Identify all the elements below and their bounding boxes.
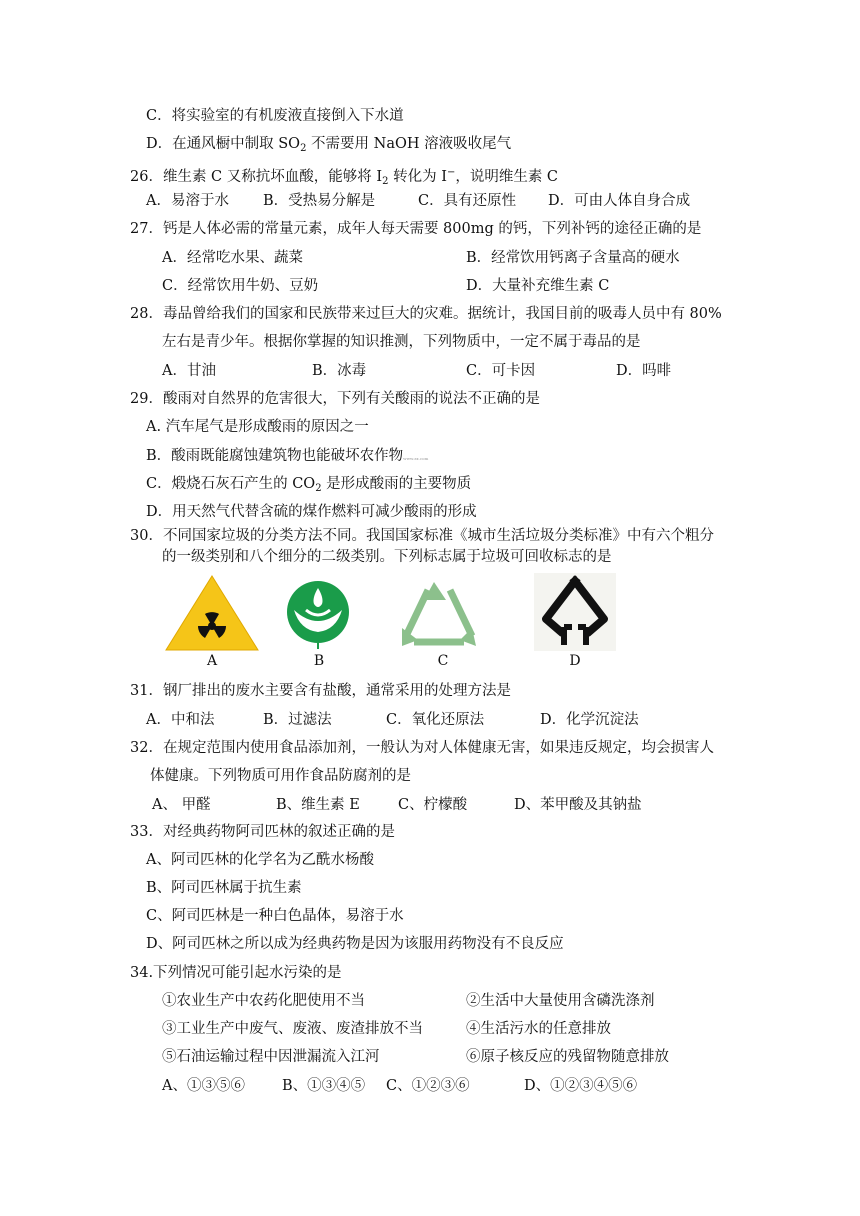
q29-watermark-text: www.zx.com xyxy=(403,456,429,461)
q32-option-a: A、 甲醛 xyxy=(152,797,211,813)
radiation-warning-icon xyxy=(164,574,260,652)
q30-label-c: C xyxy=(437,653,449,669)
q34-item-5: ⑤石油运输过程中因泄漏流入江河 xyxy=(162,1049,380,1065)
q26-option-d: D．可由人体自身合成 xyxy=(548,193,691,209)
q30-label-d: D xyxy=(569,653,581,669)
q26-stem xyxy=(130,163,558,192)
q32-stem-line1: 32．在规定范围内使用食品添加剂，一般认为对人体健康无害，如果违反规定，均会损害人 xyxy=(130,740,714,756)
q26-stem-mid: 转化为 I xyxy=(388,169,447,185)
q29-option-c-sub: 2 xyxy=(315,483,322,494)
q29-option-b xyxy=(146,446,428,469)
q33-option-c: C、阿司匹林是一种白色晶体，易溶于水 xyxy=(146,908,404,924)
q31-option-b: B．过滤法 xyxy=(263,712,332,728)
q28-option-d: D．吗啡 xyxy=(616,363,672,379)
q34-option-a: A、①③⑤⑥ xyxy=(162,1078,245,1094)
q34-option-b: B、①③④⑤ xyxy=(282,1078,366,1094)
q27-stem: 27．钙是人体必需的常量元素，成年人每天需要 800mg 的钙，下列补钙的途径正确的是 xyxy=(130,221,702,237)
q34-item-1: ①农业生产中农药化肥使用不当 xyxy=(162,993,365,1009)
q29-option-d: D．用天然气代替含硫的煤作燃料可减少酸雨的形成 xyxy=(146,504,477,520)
q26-option-c: C．具有还原性 xyxy=(418,193,517,209)
q31-option-a: A．中和法 xyxy=(146,712,215,728)
q27-option-d: D．大量补充维生素 C xyxy=(466,278,610,294)
q28-option-a: A．甘油 xyxy=(162,363,216,379)
q29-option-c-pre: C．煅烧石灰石产生的 CO xyxy=(146,476,316,492)
q26-stem-pre: 26．维生素 C 又称抗坏血酸，能够将 I xyxy=(130,169,383,185)
q32-option-b: B、维生素 E xyxy=(276,797,360,813)
q25-option-d-post: 不需要用 NaOH 溶液吸收尾气 xyxy=(306,136,512,152)
q27-option-b: B．经常饮用钙离子含量高的硬水 xyxy=(466,250,680,266)
q34-option-c: C、①②③⑥ xyxy=(386,1078,470,1094)
q34-option-d: D、①②③④⑤⑥ xyxy=(524,1078,638,1094)
q25-option-d-sub: 2 xyxy=(300,143,307,154)
q33-stem: 33．对经典药物阿司匹林的叙述正确的是 xyxy=(130,824,395,840)
recyclable-logo-icon xyxy=(534,573,616,651)
q30-label-a: A xyxy=(206,653,218,669)
q31-stem: 31．钢厂排出的废水主要含有盐酸，通常采用的处理方法是 xyxy=(130,683,511,699)
q26-stem-post: ，说明维生素 C xyxy=(455,169,559,185)
q30-stem-line2: 的一级类别和八个细分的二级类别。下列标志属于垃圾可回收标志的是 xyxy=(162,549,612,565)
q28-stem-line2: 左右是青少年。根据你掌握的知识推测，下列物质中，一定不属于毒品的是 xyxy=(162,334,641,350)
q26-stem-sup: − xyxy=(446,167,456,178)
q33-option-b: B、阿司匹林属于抗生素 xyxy=(146,880,302,896)
q29-option-b-text: B．酸雨既能腐蚀建筑物也能破坏农作物 xyxy=(146,448,404,464)
q33-option-a: A、阿司匹林的化学名为乙酰水杨酸 xyxy=(146,852,374,868)
q29-stem: 29．酸雨对自然界的危害很大，下列有关酸雨的说法不正确的是 xyxy=(130,391,540,407)
water-saving-icon xyxy=(284,580,354,650)
q32-option-d: D、苯甲酸及其钠盐 xyxy=(514,797,642,813)
q34-item-4: ④生活污水的任意排放 xyxy=(466,1021,611,1037)
q28-stem-line1: 28．毒品曾给我们的国家和民族带来过巨大的灾难。据统计，我国目前的吸毒人员中有 80% xyxy=(130,306,722,322)
q31-option-c: C．氧化还原法 xyxy=(386,712,485,728)
q26-option-a: A．易溶于水 xyxy=(146,193,229,209)
q34-stem: 34.下列情况可能引起水污染的是 xyxy=(130,965,342,981)
q30-stem-line1: 30．不同国家垃圾的分类方法不同。我国国家标准《城市生活垃圾分类标准》中有六个粗分 xyxy=(130,528,714,544)
q30-label-b: B xyxy=(313,653,325,669)
q27-option-c: C．经常饮用牛奶、豆奶 xyxy=(162,278,319,294)
q28-option-c: C．可卡因 xyxy=(466,363,536,379)
q26-option-b: B．受热易分解是 xyxy=(263,193,376,209)
recycle-icon xyxy=(398,578,480,648)
q25-option-d-pre: D．在通风橱中制取 SO xyxy=(146,136,301,152)
q31-option-d: D．化学沉淀法 xyxy=(540,712,639,728)
q28-option-b: B．冰毒 xyxy=(312,363,367,379)
q34-item-3: ③工业生产中废气、废液、废渣排放不当 xyxy=(162,1021,423,1037)
q25-option-c: C．将实验室的有机废液直接倒入下水道 xyxy=(146,108,404,124)
q29-option-c-post: 是形成酸雨的主要物质 xyxy=(321,476,472,492)
q34-item-2: ②生活中大量使用含磷洗涤剂 xyxy=(466,993,655,1009)
q29-option-a: A. 汽车尾气是形成酸雨的原因之一 xyxy=(146,419,369,435)
q29-option-c xyxy=(146,474,471,499)
q27-option-a: A．经常吃水果、蔬菜 xyxy=(162,250,303,266)
q26-stem-sub: 2 xyxy=(382,176,389,187)
q32-option-c: C、柠檬酸 xyxy=(398,797,468,813)
q32-stem-line2: 体健康。下列物质可用作食品防腐剂的是 xyxy=(150,768,411,784)
q33-option-d: D、阿司匹林之所以成为经典药物是因为该服用药物没有不良反应 xyxy=(146,936,564,952)
q34-item-6: ⑥原子核反应的残留物随意排放 xyxy=(466,1049,669,1065)
q25-option-d xyxy=(146,134,511,159)
